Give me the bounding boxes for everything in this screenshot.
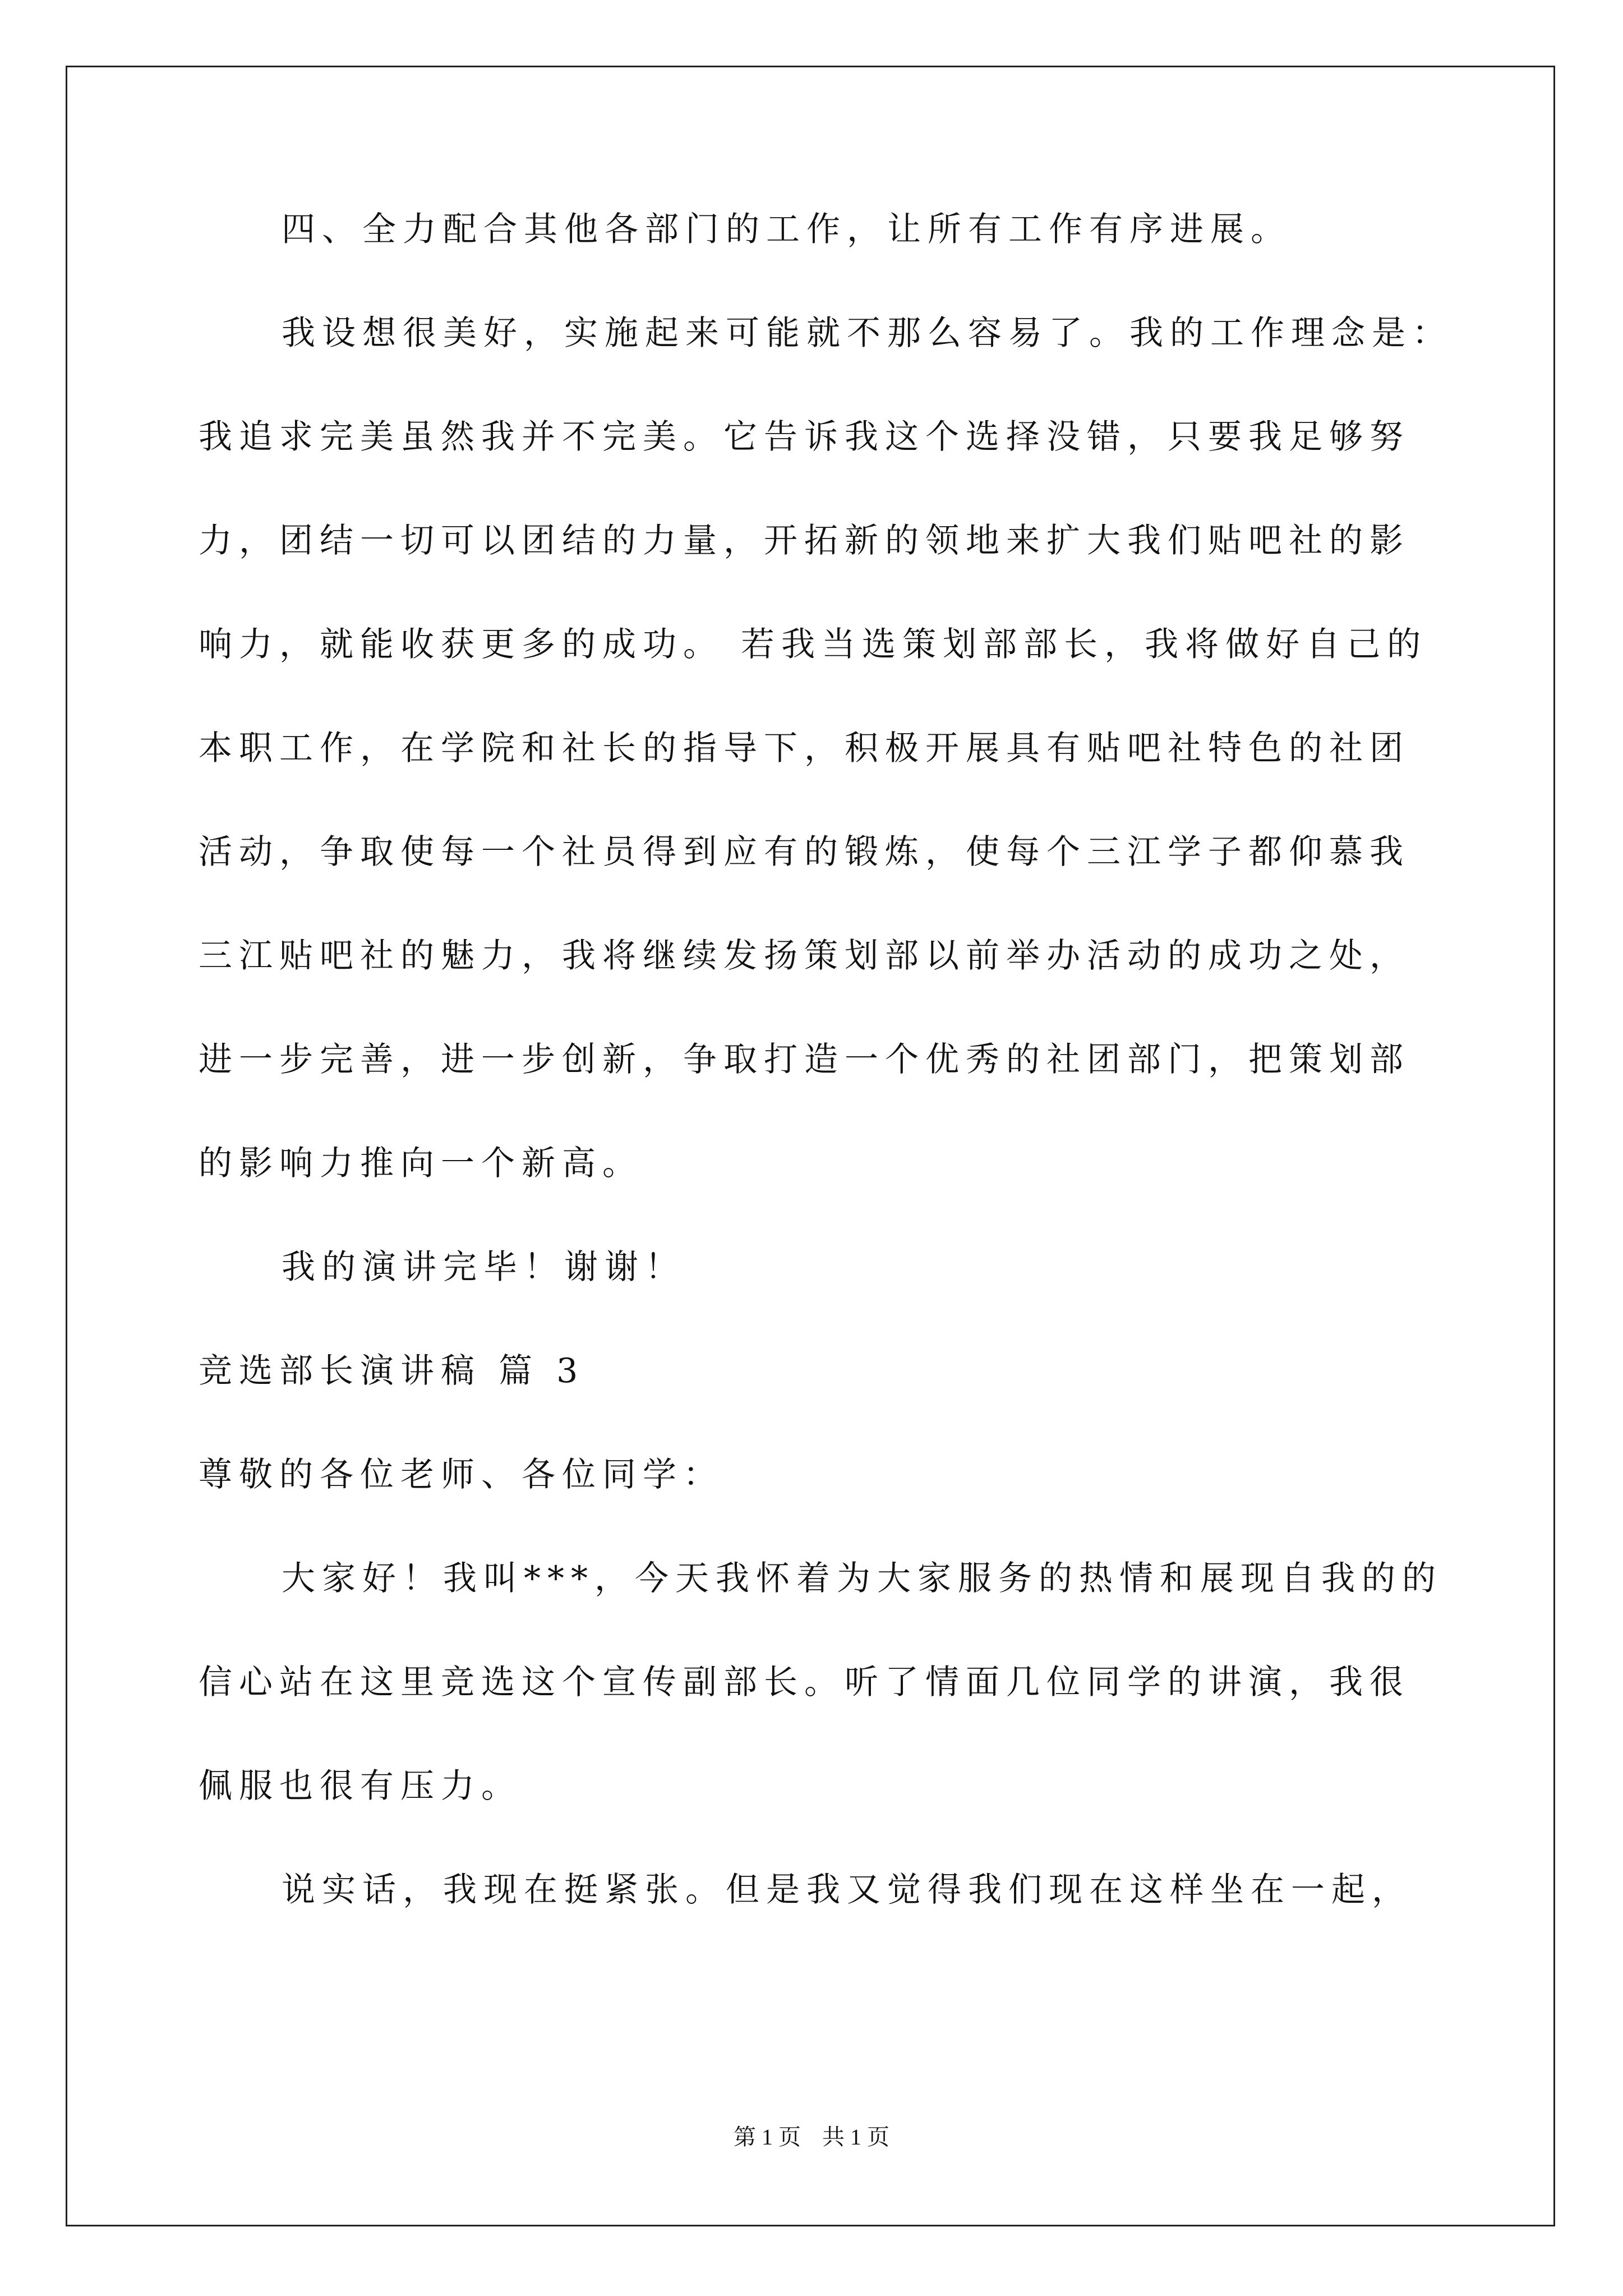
paragraph-line: 大家好！我叫***，今天我怀着为大家服务的热情和展现自我的的 [282,1559,1442,1598]
paragraph-line: 本职工作，在学院和社长的指导下，积极开展具有贴吧社特色的社团 [199,729,1410,768]
paragraph-line: 三江贴吧社的魅力，我将继续发扬策划部以前举办活动的成功之处， [199,936,1410,976]
paragraph-line: 力，团结一切可以团结的力量，开拓新的领地来扩大我们贴吧社的影 [199,521,1410,560]
page-footer [0,2120,1623,2154]
paragraph-line: 我追求完美虽然我并不完美。它告诉我这个选择没错，只要我足够努 [199,417,1410,457]
paragraph-line: 响力，就能收获更多的成功。 若我当选策划部部长，我将做好自己的 [199,625,1428,664]
paragraph-line: 的影响力推向一个新高。 [199,1144,643,1183]
paragraph-line: 我的演讲完毕！谢谢！ [282,1248,685,1287]
section-heading: 竞选部长演讲稿 篇 3 [199,1351,585,1391]
paragraph-line: 四、全力配合其他各部门的工作，让所有工作有序进展。 [282,210,1291,249]
paragraph-line: 佩服也很有压力。 [199,1766,522,1806]
paragraph-line: 信心站在这里竞选这个宣传副部长。听了情面几位同学的讲演，我很 [199,1663,1410,1702]
paragraph-line: 进一步完善，进一步创新，争取打造一个优秀的社团部门，把策划部 [199,1040,1410,1079]
page-number-total: 共 1 页 [822,2124,889,2150]
paragraph-line: 说实话，我现在挺紧张。但是我又觉得我们现在这样坐在一起， [282,1870,1412,1910]
salutation: 尊敬的各位老师、各位同学： [199,1455,723,1494]
page-number-current: 第 1 页 [734,2124,801,2150]
paragraph-line: 活动，争取使每一个社员得到应有的锻炼，使每个三江学子都仰慕我 [199,832,1410,872]
paragraph-line: 我设想很美好，实施起来可能就不那么容易了。我的工作理念是： [282,314,1453,353]
